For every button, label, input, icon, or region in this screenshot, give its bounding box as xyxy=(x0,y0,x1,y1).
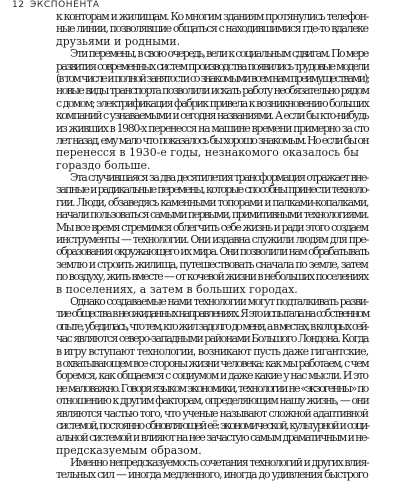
text-line: в поселениях, а затем в больших городах. xyxy=(56,282,298,296)
text-line: в игру вступают технологии, возникают пусть даже гигантские, xyxy=(56,344,369,358)
text-line: компаний с узнаваемыми и сегодня названиями. А если бы кто-нибудь xyxy=(56,109,368,123)
text-line: с домом; электрификация фабрик привела к возникновению больших xyxy=(56,96,369,110)
text-line: друзьями и родными. xyxy=(56,34,181,48)
text-line: гораздо больше. xyxy=(56,158,151,172)
text-line: начали пользоваться самыми первыми, примитивными технологиями. xyxy=(56,208,368,222)
text-line: Эта случившаяся за два десятилетия трансформация отражает вне- xyxy=(70,171,368,185)
text-line: час являются северо-западными районами Большого Лондона. Когда xyxy=(56,332,369,346)
text-line: землю и строить жилища, путешествовать сначала по земле, затем xyxy=(56,257,368,271)
text-line: ные линии, позволявшие общаться с находившимися где-то вдалеке xyxy=(56,22,368,36)
page-number: 12 xyxy=(12,0,25,10)
text-line: опыте, убедилась, что тем, кто жил задолго до меня, а в местах, в которых сей- xyxy=(56,319,368,333)
text-line: не маловажно. Говоря языком экономики, технологии не «экзогенны» по xyxy=(56,381,368,395)
text-line: Эти перемены, в свою очередь, вели к социальным сдвигам. По мере xyxy=(70,47,368,61)
text-line: перенесся в 1930-е годы, незнакомого оказалось бы xyxy=(56,146,359,160)
text-line: инструменты — технологии. Они издавна служили людям для пре- xyxy=(56,233,368,247)
text-line: тие общества в неожиданных направлениях. Я это испытала на собственном xyxy=(56,307,369,321)
text-line: (в том числе и полной занятости со знакомыми всем нам преимуществами); xyxy=(56,71,369,85)
section-title: ЭКСПОНЕНТА xyxy=(30,0,100,10)
text-line: развития современных систем производства появились трудовые модели xyxy=(56,59,369,73)
text-line: системой, постоянно обновляющей её: экономической, культурной и соци- xyxy=(56,418,369,432)
text-line: к конторам и жилищам. Ко многим зданиям протянулись телефон- xyxy=(56,10,369,23)
text-line: Именно непредсказуемость сочетания технологий и других влия- xyxy=(70,456,369,470)
text-line: образования окружающего их мира. Они позволили нам обрабатывать xyxy=(56,245,369,259)
text-line: из живших в 1980-х перенесся на машине времени примерно за сто xyxy=(56,121,369,135)
body-text xyxy=(56,11,368,482)
text-line: отношению к другим факторам, определяющим нашу жизнь, — они xyxy=(56,394,369,408)
text-line: лет назад, ему мало что показалось бы хорошо знакомым. Но если бы он xyxy=(56,133,368,147)
text-line: гии. Люди, обзаведясь каменными топорами и палками-копалками, xyxy=(56,195,369,209)
text-line: запные и радикальные перемены, которые способны принести техноло- xyxy=(56,183,369,197)
text-line: предсказуемым образом. xyxy=(56,443,202,457)
text-line: новые виды транспорта позволили искать работу необязательно рядом xyxy=(56,84,369,98)
text-line: тельных сил — иногда медленного, иногда до удивления быстрого xyxy=(56,468,368,482)
text-line: по воздуху, жить вместе — от кочевой жизни в небольших поселениях xyxy=(56,270,368,284)
text-line: боремся, как общаемся с социумом и даже какие у нас мысли. И это xyxy=(56,369,368,383)
text-line: Мы все время стремимся облегчить себе жизнь и ради этого создаем xyxy=(56,220,368,234)
text-line: в охватывающем все стороны жизни человека: как мы работаем, с чем xyxy=(56,356,369,370)
text-line: альной системой и влияют на нее зачастую самым драматичным и не- xyxy=(56,431,369,445)
text-line: являются частью того, что ученые называют сложной адаптивной xyxy=(56,406,368,420)
text-line: Однако создаваемые нами технологии могут подталкивать разви- xyxy=(70,294,368,308)
